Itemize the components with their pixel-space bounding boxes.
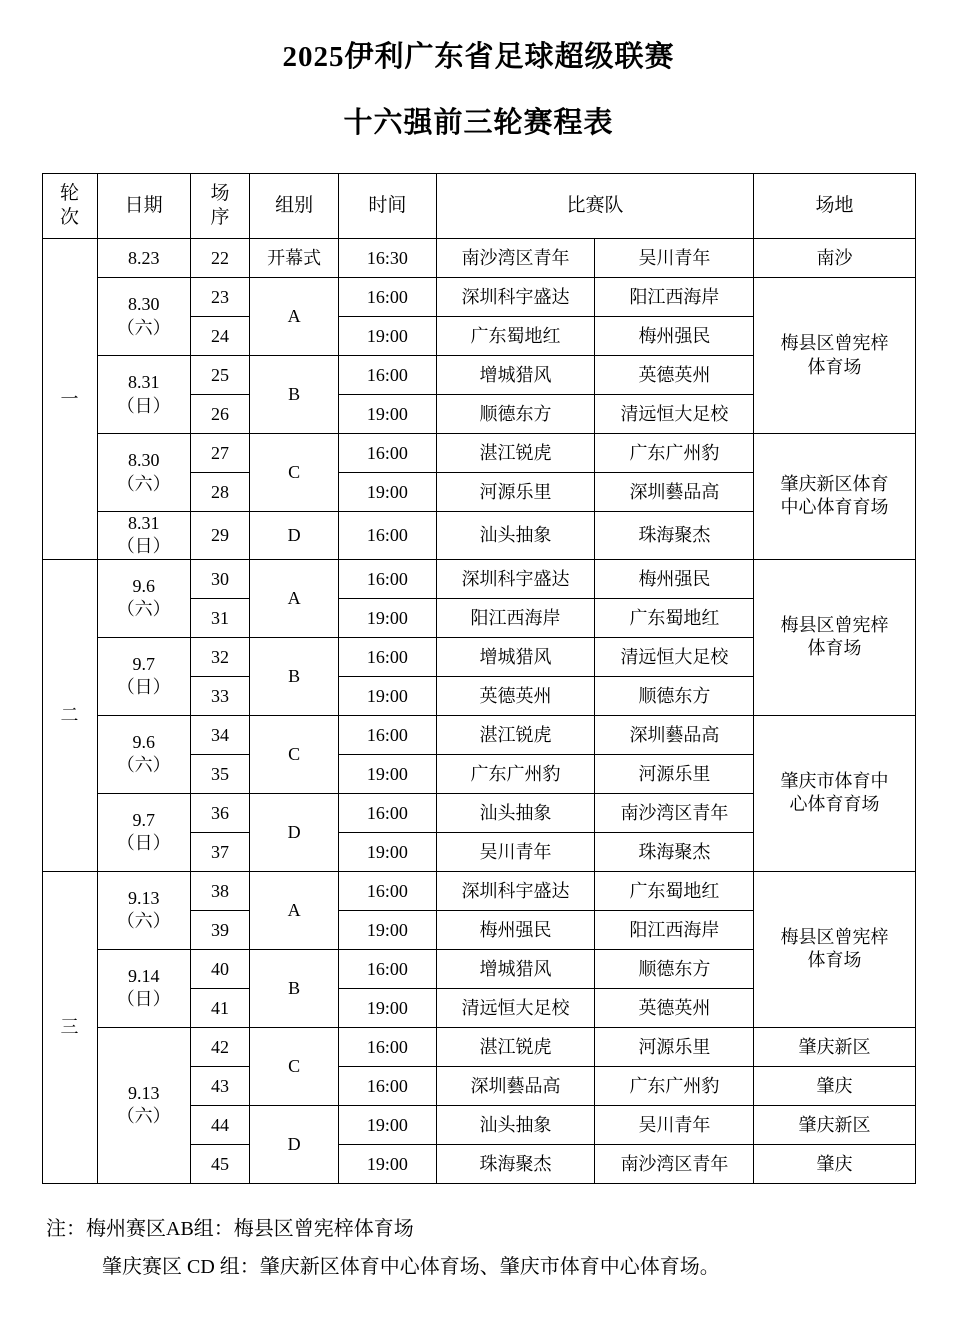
schedule-table-body: [42, 239, 915, 1184]
sequence-cell: 42: [190, 1027, 249, 1066]
home-team-cell: 增城猎风: [436, 637, 595, 676]
sequence-cell: 44: [190, 1105, 249, 1144]
away-team-cell: 河源乐里: [595, 1027, 754, 1066]
date-cell: 8.23: [97, 239, 190, 278]
away-team-cell: 顺德东方: [595, 949, 754, 988]
table-row: [42, 1027, 915, 1066]
time-cell: 16:00: [339, 637, 436, 676]
away-team-cell: 广东广州豹: [595, 434, 754, 473]
away-team-cell: 顺德东方: [595, 676, 754, 715]
table-row: [42, 278, 915, 317]
round-cell: 一: [42, 239, 97, 560]
time-cell: 19:00: [339, 832, 436, 871]
header-round-line-2: 次: [60, 207, 80, 228]
table-header-row: [42, 174, 915, 239]
venue-line-2: 体育场: [807, 356, 862, 377]
date-line-2: （六）: [116, 755, 171, 776]
home-team-cell: 汕头抽象: [436, 512, 595, 560]
venue-cell: 肇庆: [754, 1144, 915, 1183]
time-cell: 16:00: [339, 512, 436, 560]
home-team-cell: 广东广州豹: [436, 754, 595, 793]
sequence-cell: 40: [190, 949, 249, 988]
time-cell: 16:00: [339, 278, 436, 317]
time-cell: 19:00: [339, 1144, 436, 1183]
date-cell: [97, 356, 190, 434]
header-round: [42, 174, 97, 239]
sequence-cell: 26: [190, 395, 249, 434]
date-line-1: 9.6: [132, 731, 155, 752]
header-group: 组别: [250, 174, 339, 239]
home-team-cell: 吴川青年: [436, 832, 595, 871]
sequence-cell: 27: [190, 434, 249, 473]
date-cell: [97, 434, 190, 512]
time-cell: 16:00: [339, 793, 436, 832]
venue-line-2: 体育场: [807, 638, 862, 659]
note-line-1: 注：梅州赛区AB组：梅县区曾宪梓体育场: [46, 1217, 414, 1240]
time-cell: 16:00: [339, 356, 436, 395]
away-team-cell: 珠海聚杰: [595, 512, 754, 560]
time-cell: 16:00: [339, 715, 436, 754]
group-cell: A: [250, 871, 339, 949]
home-team-cell: 湛江锐虎: [436, 434, 595, 473]
sequence-cell: 41: [190, 988, 249, 1027]
time-cell: 19:00: [339, 754, 436, 793]
home-team-cell: 顺德东方: [436, 395, 595, 434]
date-line-2: （六）: [116, 317, 171, 338]
away-team-cell: 吴川青年: [595, 239, 754, 278]
header-time: 时间: [339, 174, 436, 239]
venue-line-2: 中心体育育场: [780, 497, 889, 518]
date-line-1: 8.31: [127, 513, 160, 533]
venue-line-1: 梅县区曾宪梓: [780, 333, 889, 354]
date-cell: [97, 1027, 190, 1183]
sequence-cell: 34: [190, 715, 249, 754]
venue-cell: [754, 434, 915, 560]
away-team-cell: 珠海聚杰: [595, 832, 754, 871]
sequence-cell: 25: [190, 356, 249, 395]
venue-cell: 肇庆新区: [754, 1105, 915, 1144]
date-cell: [97, 715, 190, 793]
away-team-cell: 深圳藝品高: [595, 715, 754, 754]
group-cell: C: [250, 715, 339, 793]
date-line-2: （日）: [116, 989, 171, 1010]
away-team-cell: 梅州强民: [595, 559, 754, 598]
group-cell: D: [250, 512, 339, 560]
venue-cell: [754, 278, 915, 434]
time-cell: 16:00: [339, 871, 436, 910]
venue-cell: [754, 871, 915, 1027]
table-row: [42, 239, 915, 278]
time-cell: 19:00: [339, 598, 436, 637]
sequence-cell: 33: [190, 676, 249, 715]
time-cell: 16:00: [339, 434, 436, 473]
date-line-1: 9.14: [127, 965, 160, 986]
date-line-1: 9.13: [127, 1082, 160, 1103]
header-round-line-1: 轮: [60, 183, 80, 205]
sequence-cell: 31: [190, 598, 249, 637]
home-team-cell: 湛江锐虎: [436, 1027, 595, 1066]
home-team-cell: 汕头抽象: [436, 793, 595, 832]
time-cell: 19:00: [339, 676, 436, 715]
venue-cell: [754, 715, 915, 871]
home-team-cell: 汕头抽象: [436, 1105, 595, 1144]
sequence-cell: 22: [190, 239, 249, 278]
date-line-2: （六）: [116, 911, 171, 932]
time-cell: 16:00: [339, 559, 436, 598]
away-team-cell: 南沙湾区青年: [595, 1144, 754, 1183]
schedule-table: [42, 173, 916, 1184]
home-team-cell: 深圳科宇盛达: [436, 871, 595, 910]
date-line-1: 8.31: [127, 372, 160, 393]
date-line-2: （日）: [116, 677, 171, 698]
time-cell: 16:00: [339, 1027, 436, 1066]
time-cell: 19:00: [339, 473, 436, 512]
away-team-cell: 梅州强民: [595, 317, 754, 356]
sequence-cell: 45: [190, 1144, 249, 1183]
venue-line-1: 肇庆市体育中: [780, 770, 889, 791]
away-team-cell: 广东广州豹: [595, 1066, 754, 1105]
header-sequence-line-2: 序: [210, 207, 230, 228]
venue-cell: 肇庆新区: [754, 1027, 915, 1066]
home-team-cell: 湛江锐虎: [436, 715, 595, 754]
group-cell: 开幕式: [250, 239, 339, 278]
time-cell: 19:00: [339, 317, 436, 356]
date-line-2: （六）: [116, 599, 171, 620]
away-team-cell: 阳江西海岸: [595, 278, 754, 317]
document-title-line-1: 2025伊利广东省足球超级联赛: [282, 41, 675, 73]
header-date: 日期: [97, 174, 190, 239]
date-line-2: （六）: [116, 1106, 171, 1127]
group-cell: A: [250, 278, 339, 356]
round-cell: 二: [42, 559, 97, 871]
time-cell: 16:00: [339, 949, 436, 988]
date-cell: [97, 512, 190, 560]
home-team-cell: 珠海聚杰: [436, 1144, 595, 1183]
group-cell: B: [250, 356, 339, 434]
away-team-cell: 清远恒大足校: [595, 395, 754, 434]
table-row: [42, 871, 915, 910]
document-title-block: [0, 0, 957, 145]
group-cell: C: [250, 1027, 339, 1105]
sequence-cell: 29: [190, 512, 249, 560]
time-cell: 16:30: [339, 239, 436, 278]
note-line-2: 肇庆赛区 CD 组：肇庆新区体育中心体育场、肇庆市体育中心体育场。: [102, 1255, 720, 1278]
venue-cell: [754, 559, 915, 715]
header-teams: 比赛队: [436, 174, 754, 239]
sequence-cell: 32: [190, 637, 249, 676]
round-cell: 三: [42, 871, 97, 1183]
away-team-cell: 英德英州: [595, 988, 754, 1027]
sequence-cell: 39: [190, 910, 249, 949]
date-cell: [97, 949, 190, 1027]
date-line-2: （日）: [116, 833, 171, 854]
date-cell: [97, 559, 190, 637]
home-team-cell: 河源乐里: [436, 473, 595, 512]
home-team-cell: 广东蜀地红: [436, 317, 595, 356]
header-sequence-line-1: 场: [210, 183, 230, 205]
venue-line-2: 心体育育场: [789, 794, 880, 815]
home-team-cell: 增城猎风: [436, 949, 595, 988]
date-cell: [97, 871, 190, 949]
home-team-cell: 深圳科宇盛达: [436, 559, 595, 598]
sequence-cell: 24: [190, 317, 249, 356]
venue-line-2: 体育场: [807, 950, 862, 971]
away-team-cell: 深圳藝品高: [595, 473, 754, 512]
away-team-cell: 河源乐里: [595, 754, 754, 793]
document-title-line-2: 十六强前三轮赛程表: [343, 106, 614, 139]
table-row: [42, 559, 915, 598]
venue-line-1: 肇庆新区体育: [780, 474, 889, 494]
home-team-cell: 南沙湾区青年: [436, 239, 595, 278]
home-team-cell: 深圳科宇盛达: [436, 278, 595, 317]
time-cell: 19:00: [339, 1105, 436, 1144]
table-row: [42, 715, 915, 754]
away-team-cell: 清远恒大足校: [595, 637, 754, 676]
home-team-cell: 深圳藝品高: [436, 1066, 595, 1105]
date-line-1: 9.7: [132, 653, 155, 674]
sequence-cell: 28: [190, 473, 249, 512]
sequence-cell: 36: [190, 793, 249, 832]
date-line-1: 8.30: [127, 450, 160, 471]
date-line-1: 9.7: [132, 809, 155, 830]
group-cell: B: [250, 637, 339, 715]
sequence-cell: 43: [190, 1066, 249, 1105]
sequence-cell: 35: [190, 754, 249, 793]
table-row: [42, 434, 915, 473]
home-team-cell: 阳江西海岸: [436, 598, 595, 637]
date-line-1: 8.30: [127, 294, 160, 315]
venue-cell: 肇庆: [754, 1066, 915, 1105]
date-line-1: 9.6: [132, 575, 155, 596]
time-cell: 19:00: [339, 395, 436, 434]
date-line-2: （日）: [116, 536, 171, 557]
time-cell: 19:00: [339, 988, 436, 1027]
header-venue: 场地: [754, 174, 915, 239]
date-cell: [97, 278, 190, 356]
home-team-cell: 增城猎风: [436, 356, 595, 395]
time-cell: 16:00: [339, 1066, 436, 1105]
date-line-1: 9.13: [127, 887, 160, 908]
sequence-cell: 30: [190, 559, 249, 598]
away-team-cell: 英德英州: [595, 356, 754, 395]
group-cell: D: [250, 1105, 339, 1183]
sequence-cell: 37: [190, 832, 249, 871]
group-cell: C: [250, 434, 339, 512]
date-cell: [97, 793, 190, 871]
sequence-cell: 23: [190, 278, 249, 317]
date-line-2: （日）: [116, 395, 171, 416]
sequence-cell: 38: [190, 871, 249, 910]
group-cell: B: [250, 949, 339, 1027]
home-team-cell: 清远恒大足校: [436, 988, 595, 1027]
footer-notes: [0, 1210, 957, 1286]
home-team-cell: 梅州强民: [436, 910, 595, 949]
time-cell: 19:00: [339, 910, 436, 949]
group-cell: A: [250, 559, 339, 637]
venue-cell: 南沙: [754, 239, 915, 278]
venue-line-1: 梅县区曾宪梓: [780, 926, 889, 947]
home-team-cell: 英德英州: [436, 676, 595, 715]
venue-line-1: 梅县区曾宪梓: [780, 614, 889, 635]
away-team-cell: 广东蜀地红: [595, 871, 754, 910]
group-cell: D: [250, 793, 339, 871]
away-team-cell: 南沙湾区青年: [595, 793, 754, 832]
away-team-cell: 吴川青年: [595, 1105, 754, 1144]
date-line-2: （六）: [116, 473, 171, 494]
header-sequence: [190, 174, 249, 239]
away-team-cell: 阳江西海岸: [595, 910, 754, 949]
date-cell: [97, 637, 190, 715]
away-team-cell: 广东蜀地红: [595, 598, 754, 637]
